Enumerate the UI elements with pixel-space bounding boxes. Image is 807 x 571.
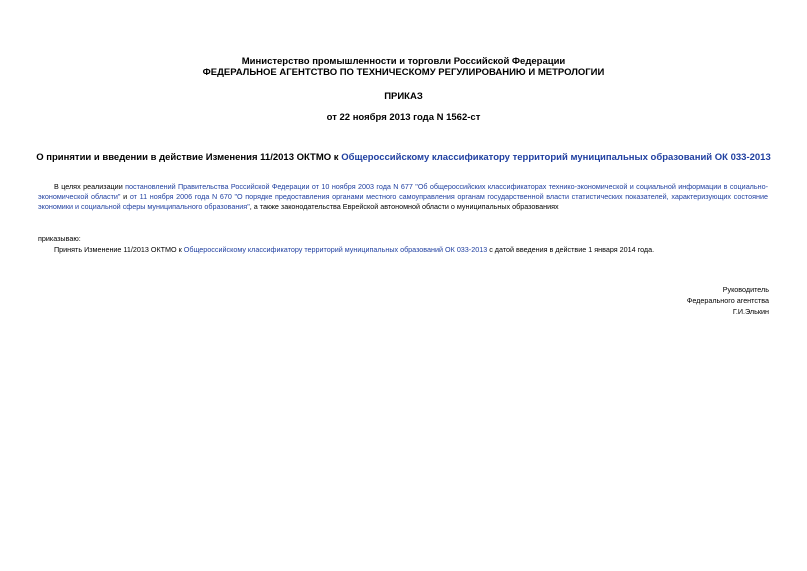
accept-paragraph <box>38 245 768 255</box>
agency-title: ФЕДЕРАЛЬНОЕ АГЕНТСТВО ПО ТЕХНИЧЕСКОМУ РЕГУЛИРОВАНИЮ И МЕТРОЛОГИИ <box>202 67 605 78</box>
preamble-text-1: В целях реализации <box>54 182 126 191</box>
order-date: от 22 ноября 2013 года N 1562-ст <box>326 112 481 123</box>
government-decree-link-2[interactable]: от 11 ноября 2006 года N 670 "О порядке предоставления органами местного самоуправления органам государственной власти статистических показателей, характеризующих состояние экономики и социальной сферы муниципального образования" <box>38 192 768 212</box>
signature-position: Руководитель <box>722 285 769 294</box>
accept-classifier-link[interactable]: Общероссийскому классификатору территорий муниципальных образований ОК 033-2013 <box>183 245 488 254</box>
ministry-title: Министерство промышленности и торговли Российской Федерации <box>241 56 566 67</box>
signature-name: Г.И.Элькин <box>732 307 769 316</box>
preamble-text-3: , а также законодательства Еврейской автономной области о муниципальных образованиях <box>249 202 559 212</box>
preamble-text-2: и <box>120 192 130 202</box>
preamble-paragraph <box>38 182 768 213</box>
accept-text-1: Принять Изменение 11/2013 ОКТМО к <box>54 245 184 254</box>
subject-text: О принятии и введении в действие Изменения 11/2013 ОКТМО к <box>36 152 342 163</box>
order-title: ПРИКАЗ <box>384 91 423 102</box>
order-subject <box>0 152 807 163</box>
subject-classifier-link[interactable]: Общероссийскому классификатору территорий муниципальных образований ОК 033-2013 <box>341 152 771 163</box>
ordered-label: приказываю: <box>38 234 81 243</box>
signature-agency: Федерального агентства <box>686 296 769 305</box>
government-decree-link-1[interactable]: постановлений Правительства Российской Федерации от 10 ноября 2003 года N 677 "Об общероссийских классификаторах технико-экономической и социальной информации в социально-экономической области" <box>38 182 768 202</box>
accept-text-2: с датой введения в действие 1 января 2014 года. <box>487 245 655 254</box>
